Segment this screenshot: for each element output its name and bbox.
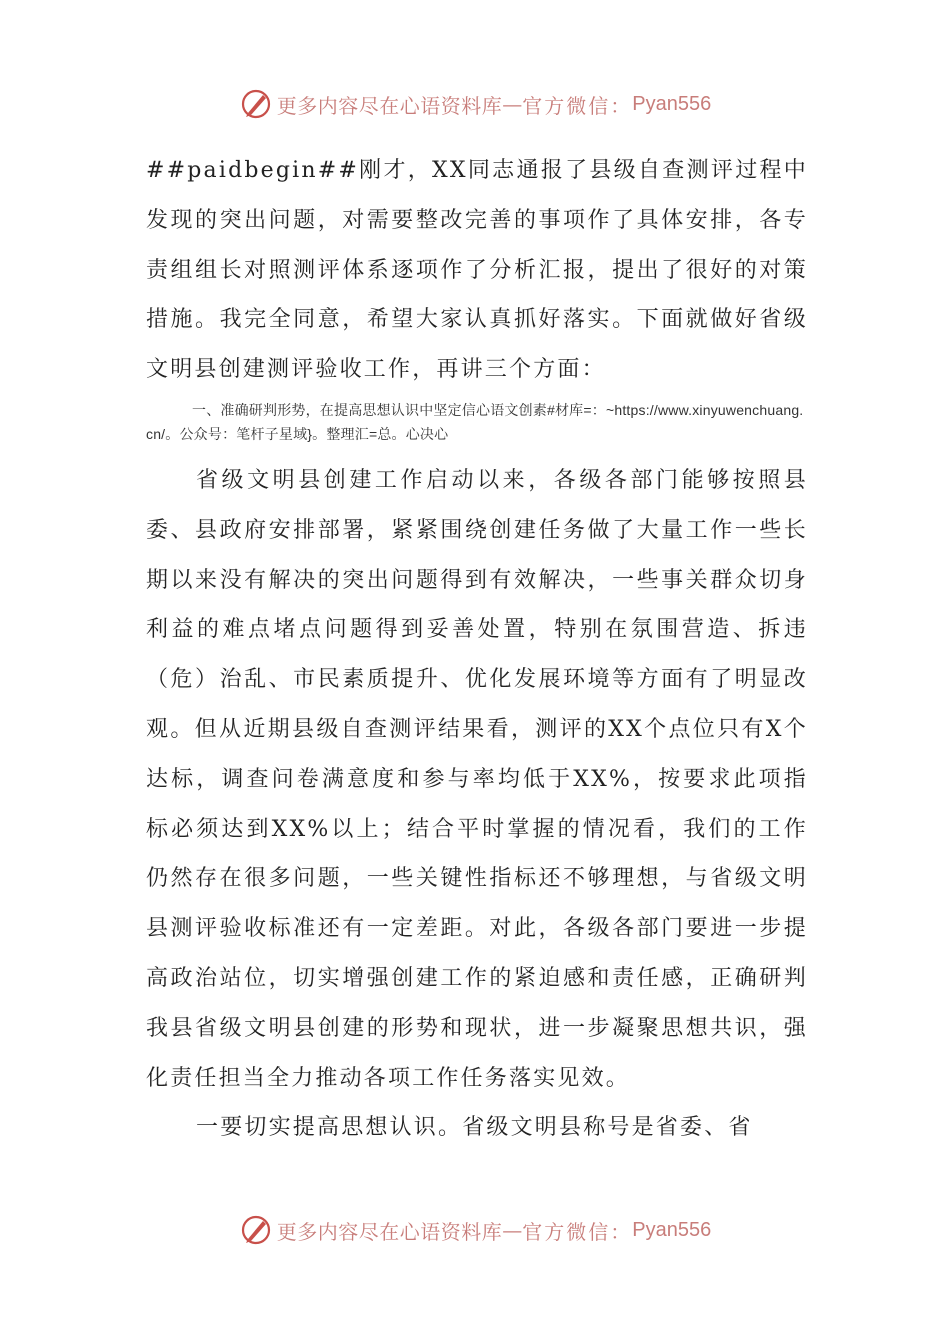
pen-nib-logo-icon — [239, 87, 273, 121]
pen-nib-logo-icon — [239, 1213, 273, 1247]
footer-banner — [0, 1208, 950, 1252]
banner-separator: — — [502, 1218, 523, 1242]
banner-separator: — — [502, 92, 523, 116]
banner-slogan: 更多内容尽在心语资料库 — [276, 1219, 503, 1244]
section-heading: 一、准确研判形势，在提高思想认识中坚定信心语文创素#材库=：~https://www.xinyuwenchuang.cn/。公众号：笔杆子星域}。整理汇=总。心决心 — [146, 401, 804, 442]
banner-slogan: 更多内容尽在心语资料库 — [276, 93, 503, 118]
banner-wechat-label: 官方微信： — [522, 93, 633, 118]
paragraph-point-one: 一要切实提高思想认识。省级文明县称号是省委、省 — [196, 1115, 753, 1141]
banner-wechat-id: Pyan556 — [632, 92, 712, 115]
banner-wechat-id: Pyan556 — [632, 1218, 712, 1241]
paragraph-situation: 省级文明县创建工作启动以来，各级各部门能够按照县委、县政府安排部署，紧紧围绕创建任务做了大量工作一些长期以来没有解决的突出问题得到有效解决，一些事关群众切身利益的难点堵点问题得到妥善处置，特别在氛围营造、拆违（危）治乱、市民素质提升、优化发展环境等方面有了明显改观。但从近期县级自查测评结果看，测评的XX个点位只有X个达标，调查问卷满意度和参与率均低于XX%，按要求此项指标必须达到XX%以上；结合平时掌握的情况看，我们的工作仍然存在很多问题，一些关键性指标还不够理想，与省级文明县测评验收标准还有一定差距。对此，各级各部门要进一步提高政治站位，切实增强创建工作的紧迫感和责任感，正确研判我县省级文明县创建的形势和现状，进一步凝聚思想共识，强化责任担当全力推动各项工作任务落实见效。 — [146, 467, 808, 1091]
paragraph-intro: ##paidbegin##刚才，XX同志通报了县级自查测评过程中发现的突出问题，对需要整改完善的事项作了具体安排，各专责组组长对照测评体系逐项作了分析汇报，提出了很好的对策措施。我完全同意，希望大家认真抓好落实。下面就做好省级文明县创建测评验收工作，再讲三个方面： — [146, 158, 808, 383]
header-banner — [0, 82, 950, 126]
banner-wechat-label: 官方微信： — [522, 1219, 633, 1244]
document-body — [146, 146, 808, 1153]
